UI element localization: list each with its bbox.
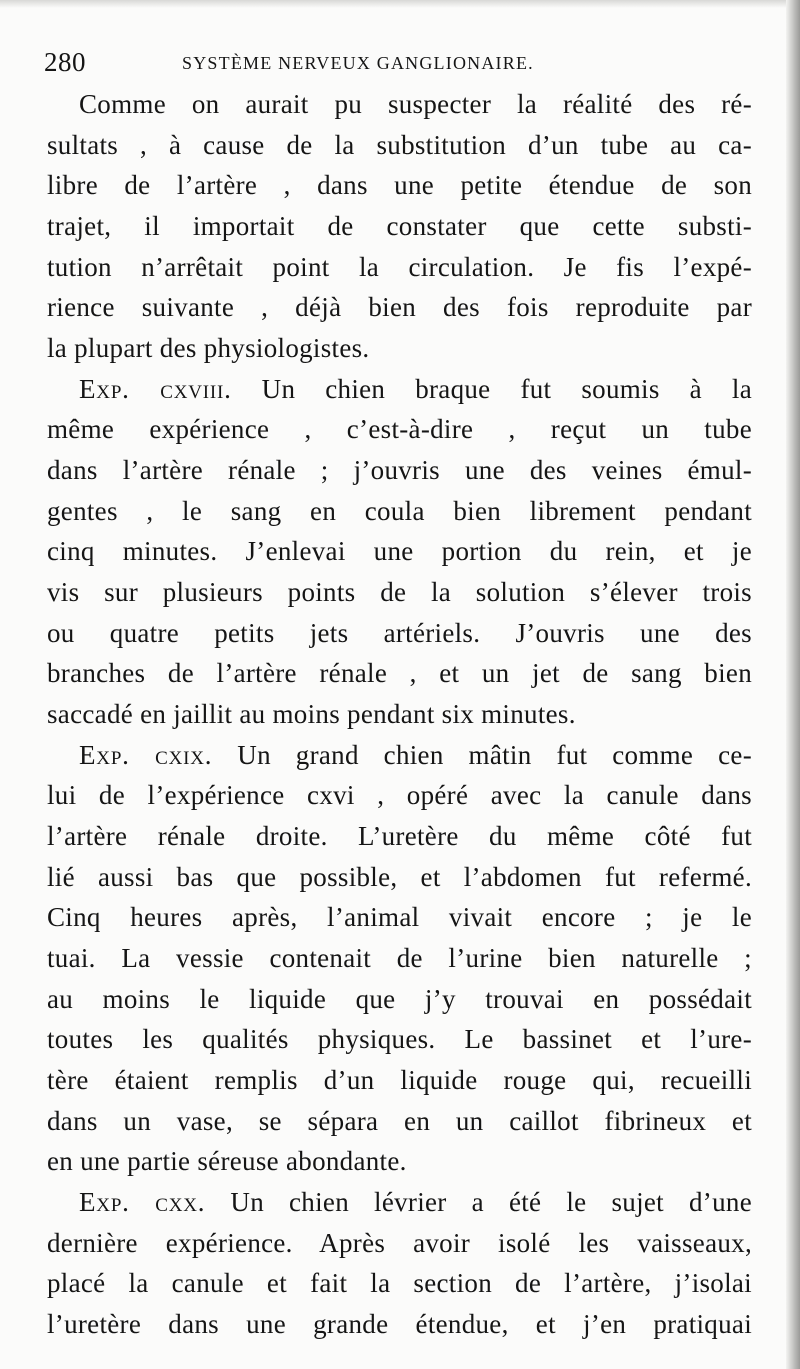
page-number: 280 bbox=[44, 47, 86, 77]
text-line: vis sur plusieurs points de la solution s’élever trois bbox=[47, 577, 752, 608]
text-line: en une partie séreuse abondante. bbox=[47, 1146, 407, 1177]
text-line: lié aussi bas que possible, et l’abdomen fut refermé. bbox=[47, 861, 752, 892]
experience-120-line bbox=[47, 1182, 752, 1223]
experience-label: Exp. cxviii. bbox=[79, 373, 232, 404]
text-fragment: Un chien braque fut soumis à la bbox=[261, 373, 752, 404]
page-edge-shadow bbox=[786, 0, 800, 1369]
text-line: sultats , à cause de la substitution d’un tube au ca- bbox=[47, 129, 752, 160]
text-line: la plupart des physiologistes. bbox=[47, 333, 370, 364]
text-line: rience suivante , déjà bien des fois reproduite par bbox=[47, 292, 752, 323]
text-line: Cinq heures après, l’animal vivait encore ; je le bbox=[47, 902, 752, 933]
text-line: l’artère rénale droite. L’uretère du même côté fut bbox=[47, 821, 752, 852]
text-line: lui de l’expérience cxvi , opéré avec la canule dans bbox=[47, 780, 752, 811]
running-head: SYSTÈME NERVEUX GANGLIONAIRE. bbox=[182, 53, 534, 73]
text-line: au moins le liquide que j’y trouvai en possédait bbox=[47, 983, 752, 1014]
text-line: libre de l’artère , dans une petite étendue de son bbox=[47, 170, 752, 201]
text-line: gentes , le sang en coula bien librement pendant bbox=[47, 495, 752, 526]
text-line: dans l’artère rénale ; j’ouvris une des veines émul- bbox=[47, 455, 752, 486]
text-line: dernière expérience. Après avoir isolé les vaisseaux, bbox=[47, 1227, 752, 1258]
text-line: ou quatre petits jets artériels. J’ouvris une des bbox=[47, 617, 752, 648]
text-line: toutes les qualités physiques. Le bassinet et l’ure- bbox=[47, 1024, 752, 1055]
text-line: tution n’arrêtait point la circulation. Je fis l’expé- bbox=[47, 251, 752, 282]
text-line: dans un vase, se sépara en un caillot fibrineux et bbox=[47, 1105, 752, 1136]
text-line: tuai. La vessie contenait de l’urine bien naturelle ; bbox=[47, 943, 752, 974]
text-fragment: Un chien lévrier a été le sujet d’une bbox=[230, 1187, 752, 1218]
experience-119-line bbox=[47, 735, 752, 776]
text-line: saccadé en jaillit au moins pendant six minutes. bbox=[47, 699, 576, 730]
text-line: tère étaient remplis d’un liquide rouge qui, recueilli bbox=[47, 1065, 752, 1096]
text-line: cinq minutes. J’enlevai une portion du rein, et je bbox=[47, 536, 752, 567]
page-header bbox=[44, 44, 760, 84]
experience-118-line bbox=[47, 369, 752, 410]
text-line: même expérience , c’est-à-dire , reçut un tube bbox=[47, 414, 752, 445]
page-top-shadow bbox=[0, 0, 800, 8]
text-line: trajet, il importait de constater que cette substi- bbox=[47, 211, 752, 242]
text-line: Comme on aurait pu suspecter la réalité des ré- bbox=[79, 89, 752, 119]
experience-label: Exp. cxix. bbox=[79, 739, 213, 770]
text-line: branches de l’artère rénale , et un jet de sang bien bbox=[47, 658, 752, 689]
body-text bbox=[47, 84, 752, 1345]
text-line: l’uretère dans une grande étendue, et j’en pratiquai bbox=[47, 1309, 752, 1340]
text-fragment: Un grand chien mâtin fut comme ce- bbox=[237, 739, 752, 770]
text-line: placé la canule et fait la section de l’artère, j’isolai bbox=[47, 1268, 752, 1299]
experience-label: Exp. cxx. bbox=[79, 1187, 206, 1218]
